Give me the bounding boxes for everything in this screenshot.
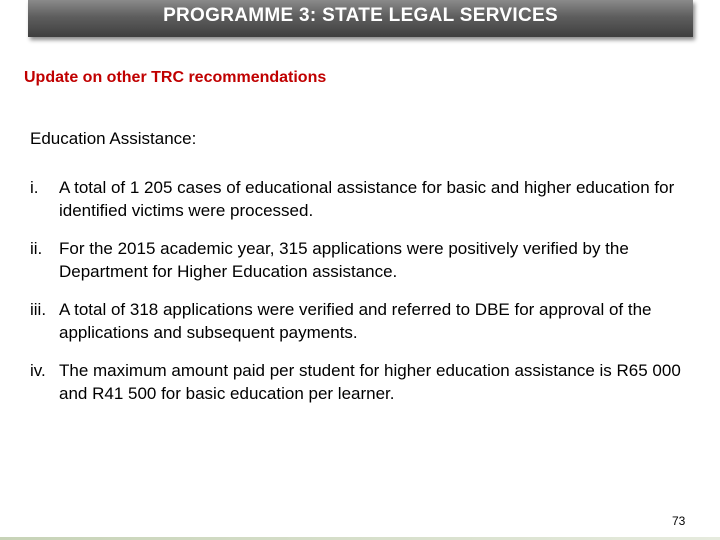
slide-subtitle: Update on other TRC recommendations xyxy=(24,69,327,86)
list-item-number: iv. xyxy=(30,361,46,380)
list-item xyxy=(30,176,690,222)
list-item-number: i. xyxy=(30,178,39,197)
list-item xyxy=(30,298,690,344)
list-item xyxy=(30,237,690,283)
section-heading: Education Assistance: xyxy=(30,129,197,148)
list-item-text: A total of 1 205 cases of educational assistance for basic and higher education for identified victims were processed. xyxy=(59,178,675,220)
list-item-text: The maximum amount paid per student for higher education assistance is R65 000 and R41 500 for basic education per learner. xyxy=(59,361,681,403)
page-number: 73 xyxy=(672,514,686,528)
list-item xyxy=(30,359,690,405)
title-bar xyxy=(28,0,693,37)
list-item-number: iii. xyxy=(30,300,47,319)
slide-title: PROGRAMME 3: STATE LEGAL SERVICES xyxy=(163,4,558,26)
list-item-text: For the 2015 academic year, 315 applications were positively verified by the Department for Higher Education assistance. xyxy=(59,239,629,281)
recommendation-list xyxy=(30,176,690,420)
list-item-text: A total of 318 applications were verified and referred to DBE for approval of the applications and subsequent payments. xyxy=(59,300,652,342)
list-item-number: ii. xyxy=(30,239,43,258)
